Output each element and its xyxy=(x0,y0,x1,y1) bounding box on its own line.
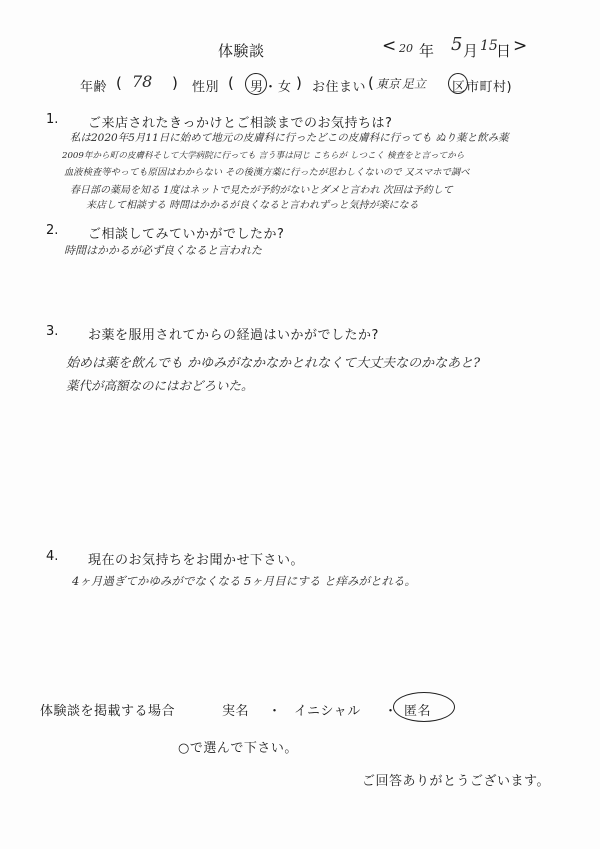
answer-line: 始めは薬を飲んでも かゆみがなかなかとれなくて大丈夫なのかなあと? xyxy=(66,356,481,371)
option-separator: ・ xyxy=(384,704,398,719)
ward-selection-circle xyxy=(448,73,468,94)
gender-paren-open: ( xyxy=(228,74,235,92)
age-label: 年齢 xyxy=(80,80,108,95)
selection-instruction: ○で選んで下さい。 xyxy=(178,741,298,756)
publish-label: 体験談を掲載する場合 xyxy=(40,704,176,719)
day-label: 日 xyxy=(496,42,512,60)
form-title: 体験談 xyxy=(218,42,265,60)
answer-line: 血液検査等やっても原因はわからない その後漢方薬に行ったが思わしくないので 又スマホで調べ xyxy=(64,167,470,178)
answer-line: 来店して相談する 時間はかかるが良くなると言われずっと気持が楽になる xyxy=(86,200,419,211)
anonymous-selection-circle xyxy=(393,692,455,722)
gender-separator: ・ xyxy=(264,80,278,95)
question-number: 3. xyxy=(46,324,59,339)
date-year-value: 20 xyxy=(399,42,413,55)
option-separator: ・ xyxy=(268,704,282,719)
date-month-value: 5 xyxy=(451,34,463,55)
residence-city: 足立 xyxy=(402,77,427,91)
option-anonymous[interactable]: 匿名 xyxy=(404,704,432,719)
ward-option[interactable]: 区 xyxy=(452,80,466,95)
answer-line: 4ヶ月過ぎてかゆみがでなくなる 5ヶ月目にする と痒みがとれる。 xyxy=(72,574,416,588)
date-bracket-open: < xyxy=(382,36,397,56)
age-value: 78 xyxy=(132,72,153,91)
answer-line: 時間はかかるが必ず良くなると言われた xyxy=(64,244,262,257)
question-text: 現在のお気持ちをお聞かせ下さい。 xyxy=(88,553,305,568)
date-day-value: 15 xyxy=(480,38,498,54)
residence-prefecture: 東京 xyxy=(376,77,401,91)
year-label: 年 xyxy=(419,42,435,60)
question-text: ご来店されたきっかけとご相談までのお気持ちは? xyxy=(88,116,393,131)
residence-paren-open: ( xyxy=(368,74,375,92)
residence-label: お住まい xyxy=(312,80,367,95)
answer-line: 2009年から町の皮膚科そして大学病院に行っても 言う事は同じ こちらが しつこく 検査をと言ってから xyxy=(62,151,465,161)
answer-line: 私は2020年5月11日に始めて地元の皮膚科に行ったどこの皮膚科に行っても ぬり薬と飲み薬 xyxy=(70,132,509,144)
answer-line: 薬代が高額なのにはおどろいた。 xyxy=(66,378,254,393)
gender-paren-close: ) xyxy=(296,74,303,92)
age-paren-close: ) xyxy=(172,74,179,92)
gender-male-option[interactable]: 男 xyxy=(250,80,264,95)
gender-female-option[interactable]: 女 xyxy=(278,80,292,95)
date-bracket-close: > xyxy=(513,36,528,56)
residence-suffix: 市町村) xyxy=(466,80,513,95)
question-number: 2. xyxy=(46,223,59,238)
answer-line: 春日部の薬局を知る 1度はネットで見たが予約がないとダメと言われ 次回は予約して xyxy=(70,185,453,196)
option-initial[interactable]: イニシャル xyxy=(294,704,361,719)
question-text: ご相談してみていかがでしたか? xyxy=(88,227,285,242)
question-text: お薬を服用されてからの経過はいかがでしたか? xyxy=(88,328,379,343)
age-paren-open: ( xyxy=(116,74,123,92)
thanks-message: ご回答ありがとうございます。 xyxy=(362,774,550,789)
question-number: 4. xyxy=(46,549,59,564)
question-number: 1. xyxy=(46,112,59,127)
month-label: 月 xyxy=(463,42,479,60)
gender-label: 性別 xyxy=(192,80,220,95)
option-real-name[interactable]: 実名 xyxy=(222,704,250,719)
